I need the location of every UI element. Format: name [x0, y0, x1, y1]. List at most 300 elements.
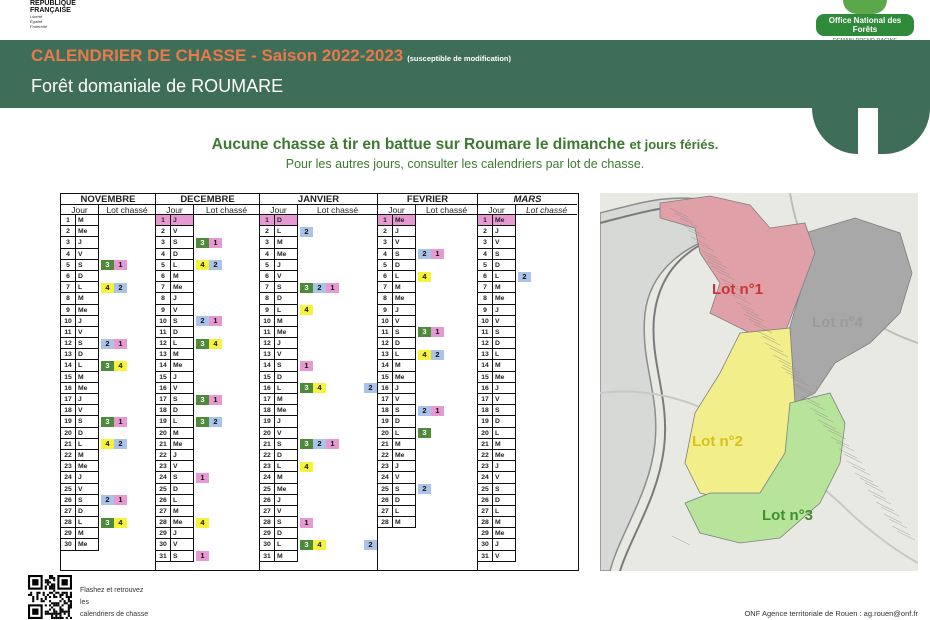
lot-badge: 1 — [431, 406, 444, 416]
day-letter: D — [493, 260, 516, 271]
qr-code[interactable] — [28, 575, 72, 619]
lot-cell — [516, 293, 577, 304]
day-row — [260, 327, 377, 338]
day-row — [61, 360, 155, 371]
qr-module — [32, 609, 38, 615]
day-number: 31 — [156, 551, 171, 562]
day-number: 2 — [478, 226, 493, 237]
day-row — [478, 461, 577, 472]
day-row — [260, 394, 377, 405]
qr-module — [53, 590, 55, 592]
qr-module — [62, 604, 64, 606]
qr-module — [59, 613, 61, 615]
day-row — [156, 349, 259, 360]
day-number: 3 — [378, 237, 393, 248]
day-letter: Me — [493, 293, 516, 304]
qr-module — [70, 592, 72, 594]
day-number: 19 — [378, 416, 393, 427]
day-number: 18 — [260, 405, 275, 416]
day-row — [61, 282, 155, 293]
day-letter: D — [171, 484, 194, 495]
day-number: 14 — [260, 360, 275, 371]
day-number: 28 — [156, 517, 171, 528]
lot-badge: 2 — [418, 249, 431, 259]
title-note: (susceptible de modification) — [407, 54, 511, 63]
day-row — [156, 439, 259, 450]
lot-cell — [416, 282, 477, 293]
day-row — [260, 461, 377, 472]
day-letter: J — [171, 372, 194, 383]
lot-header: Lot chassé — [316, 205, 359, 215]
day-row — [260, 271, 377, 282]
day-row — [378, 506, 477, 517]
lot-cell — [99, 327, 155, 338]
day-letter: L — [171, 416, 194, 427]
day-number: 6 — [260, 271, 275, 282]
lot-4-label: Lot n°4 — [812, 314, 863, 331]
day-row — [478, 539, 577, 550]
lot-badge: 2 — [101, 495, 114, 505]
day-number: 20 — [260, 428, 275, 439]
headline-light: et jours fériés. — [629, 137, 719, 152]
qr-module — [41, 598, 43, 600]
day-number: 22 — [156, 450, 171, 461]
day-row — [156, 428, 259, 439]
day-row — [61, 327, 155, 338]
qr-module — [51, 613, 53, 615]
lot-cell — [194, 405, 259, 416]
lot-cell — [99, 316, 155, 327]
day-number: 7 — [61, 282, 76, 293]
day-row — [260, 539, 377, 550]
day-letter: S — [171, 551, 194, 562]
lot-badge: 1 — [114, 417, 127, 427]
lot-cell — [194, 237, 259, 248]
lot-cell — [416, 495, 477, 506]
qr-module — [70, 600, 72, 602]
day-letter: Me — [393, 215, 416, 226]
lot-badge: 2 — [418, 406, 431, 416]
day-number: 26 — [478, 495, 493, 506]
lot-badge: 3 — [196, 238, 209, 248]
day-number: 25 — [61, 484, 76, 495]
qr-module — [47, 594, 49, 596]
day-letter: J — [493, 539, 516, 550]
qr-module — [59, 606, 61, 608]
day-row — [156, 450, 259, 461]
day-letter: L — [393, 506, 416, 517]
lot-cell — [516, 372, 577, 383]
lot-cell — [516, 517, 577, 528]
qr-module — [57, 604, 59, 606]
day-number: 14 — [478, 360, 493, 371]
day-row — [260, 472, 377, 483]
qr-module — [53, 611, 55, 613]
lot-cell — [416, 327, 477, 338]
day-letter: L — [393, 271, 416, 282]
day-number: 16 — [156, 383, 171, 394]
lot-badge: 3 — [101, 417, 114, 427]
day-number: 16 — [61, 383, 76, 394]
day-row — [260, 551, 377, 562]
lot-badge: 4 — [101, 283, 114, 293]
lot-cell — [298, 282, 377, 293]
day-number: 29 — [156, 528, 171, 539]
lot-cell — [516, 495, 577, 506]
lot-cell — [416, 461, 477, 472]
day-row — [378, 394, 477, 405]
flash-line-2: les — [80, 599, 89, 606]
day-number: 29 — [478, 528, 493, 539]
day-letter: L — [171, 338, 194, 349]
jour-header: Jour — [156, 205, 194, 214]
lot-cell — [416, 237, 477, 248]
day-letter: D — [393, 416, 416, 427]
day-letter: M — [493, 517, 516, 528]
qr-module — [53, 583, 55, 585]
qr-module — [53, 604, 55, 606]
lot-badge: 3 — [300, 540, 313, 550]
day-letter: M — [393, 439, 416, 450]
qr-module — [45, 579, 47, 581]
day-number: 14 — [61, 360, 76, 371]
day-row — [478, 305, 577, 316]
day-row — [478, 472, 577, 483]
day-letter: S — [76, 338, 99, 349]
day-letter: L — [393, 428, 416, 439]
day-letter: Me — [493, 215, 516, 226]
lot-cell — [298, 472, 377, 483]
day-letter: M — [76, 215, 99, 226]
lot-badge: 1 — [431, 327, 444, 337]
lot-cell — [194, 461, 259, 472]
lot-cell — [298, 260, 377, 271]
lot-badge: 2 — [300, 227, 313, 237]
qr-module — [53, 585, 55, 587]
qr-module — [53, 577, 55, 579]
day-row — [378, 517, 477, 528]
day-number: 6 — [156, 271, 171, 282]
day-row — [478, 394, 577, 405]
qr-module — [59, 609, 61, 611]
day-number: 16 — [378, 383, 393, 394]
lot-cell — [516, 237, 577, 248]
day-number: 9 — [478, 305, 493, 316]
lot-cell — [416, 506, 477, 517]
day-row — [156, 495, 259, 506]
day-letter: M — [275, 551, 298, 562]
qr-module — [70, 606, 72, 608]
qr-module — [47, 611, 49, 613]
qr-module — [55, 592, 57, 594]
lot-badge: 2 — [209, 260, 222, 270]
day-number: 16 — [478, 383, 493, 394]
month-column — [61, 194, 156, 570]
day-letter: D — [493, 495, 516, 506]
lot-cell — [194, 428, 259, 439]
qr-module — [70, 602, 72, 604]
day-number: 9 — [156, 305, 171, 316]
day-letter: S — [493, 249, 516, 260]
lot-cell — [416, 405, 477, 416]
day-number: 11 — [478, 327, 493, 338]
day-number: 4 — [156, 249, 171, 260]
lot-cell — [298, 551, 377, 562]
day-row — [156, 215, 259, 226]
qr-module — [66, 617, 68, 619]
lot-cell — [298, 271, 377, 282]
day-row — [478, 383, 577, 394]
qr-module — [68, 598, 70, 600]
day-letter: V — [171, 539, 194, 550]
lot-cell — [516, 316, 577, 327]
lot-cell — [194, 528, 259, 539]
qr-module — [45, 598, 47, 600]
qr-module — [55, 604, 57, 606]
day-letter: M — [171, 271, 194, 282]
day-number: 23 — [478, 461, 493, 472]
day-letter: S — [76, 495, 99, 506]
lot-cell — [416, 249, 477, 260]
lot-2-label: Lot n°2 — [692, 433, 743, 450]
lot-badge: 1 — [300, 518, 313, 528]
day-letter: Me — [171, 439, 194, 450]
lot-badge: 3 — [101, 361, 114, 371]
lot-cell — [194, 226, 259, 237]
lot-cell — [194, 517, 259, 528]
lot-badge: 3 — [418, 327, 431, 337]
lot-cell — [516, 551, 577, 562]
day-row — [61, 305, 155, 316]
lot-badge: 3 — [196, 339, 209, 349]
day-number: 6 — [378, 271, 393, 282]
month-column — [260, 194, 378, 570]
motto-3: Fraternité — [30, 24, 48, 29]
day-row — [378, 338, 477, 349]
qr-module — [47, 583, 49, 585]
lot-badge: 3 — [101, 518, 114, 528]
month-name: JANVIER — [260, 194, 377, 205]
day-letter: V — [393, 394, 416, 405]
day-letter: V — [76, 405, 99, 416]
day-row — [260, 305, 377, 316]
day-row — [378, 416, 477, 427]
qr-module — [51, 575, 53, 577]
day-number: 5 — [156, 260, 171, 271]
qr-module — [55, 611, 57, 613]
qr-module — [30, 592, 32, 594]
day-row — [61, 528, 155, 539]
lot-cell — [194, 416, 259, 427]
month-column — [378, 194, 478, 570]
lot-cell — [99, 271, 155, 282]
day-letter: V — [171, 305, 194, 316]
lot-badge: 4 — [101, 439, 114, 449]
day-number: 15 — [478, 372, 493, 383]
qr-module — [70, 604, 72, 606]
lot-cell — [416, 360, 477, 371]
qr-module — [66, 611, 68, 613]
day-number: 28 — [478, 517, 493, 528]
day-number: 3 — [61, 237, 76, 248]
lot-badge: 3 — [196, 417, 209, 427]
lot-badge: 2 — [364, 540, 377, 550]
day-number: 22 — [61, 450, 76, 461]
qr-module — [53, 613, 55, 615]
qr-module — [55, 602, 57, 604]
day-letter: M — [275, 394, 298, 405]
day-number: 18 — [156, 405, 171, 416]
day-letter: V — [393, 472, 416, 483]
qr-module — [62, 594, 64, 596]
day-row — [260, 528, 377, 539]
month-name: MARS — [478, 194, 577, 205]
lot-badge: 1 — [196, 551, 209, 561]
day-row — [156, 327, 259, 338]
day-letter: V — [275, 506, 298, 517]
lot-cell — [298, 305, 377, 316]
qr-module — [53, 617, 55, 619]
day-letter: L — [275, 383, 298, 394]
month-name: NOVEMBRE — [61, 194, 155, 205]
lot-cell — [516, 472, 577, 483]
day-row — [378, 461, 477, 472]
lot-cell — [194, 260, 259, 271]
day-letter: Me — [393, 450, 416, 461]
day-letter: M — [493, 282, 516, 293]
lot-cell — [99, 338, 155, 349]
day-letter: S — [171, 237, 194, 248]
lot-cell — [298, 416, 377, 427]
qr-module — [64, 592, 66, 594]
qr-module — [62, 611, 64, 613]
lot-cell — [194, 249, 259, 260]
lot-badge: 1 — [114, 495, 127, 505]
day-number: 3 — [260, 237, 275, 248]
lot-header: Lot chassé — [425, 205, 468, 215]
day-row — [156, 372, 259, 383]
qr-module — [66, 602, 68, 604]
day-row — [378, 226, 477, 237]
lot-cell — [298, 439, 377, 450]
day-letter: S — [275, 360, 298, 371]
lot-cell — [516, 394, 577, 405]
calendar-title-text: CALENDRIER DE CHASSE - Saison 2022-2023 — [31, 46, 404, 65]
lot-cell — [516, 271, 577, 282]
day-letter: Me — [275, 327, 298, 338]
lot-cell — [99, 517, 155, 528]
lot-badge: 3 — [418, 428, 431, 438]
day-number: 4 — [378, 249, 393, 260]
day-row — [378, 305, 477, 316]
lot-cell — [194, 484, 259, 495]
qr-module — [43, 600, 45, 602]
day-row — [61, 484, 155, 495]
day-number: 19 — [156, 416, 171, 427]
day-letter: V — [493, 394, 516, 405]
lot-cell — [416, 215, 477, 226]
day-letter: S — [493, 484, 516, 495]
day-letter: V — [76, 249, 99, 260]
day-row — [260, 383, 377, 394]
day-number: 6 — [478, 271, 493, 282]
lot-badge: 2 — [313, 439, 326, 449]
qr-module — [45, 581, 47, 583]
qr-module — [68, 613, 70, 615]
lot-cell — [194, 383, 259, 394]
day-row — [478, 260, 577, 271]
day-letter: D — [76, 428, 99, 439]
qr-module — [47, 579, 49, 581]
day-letter: S — [76, 260, 99, 271]
lot-cell — [99, 215, 155, 226]
lot-badge: 4 — [196, 260, 209, 270]
day-letter: Me — [76, 305, 99, 316]
day-letter: J — [393, 305, 416, 316]
day-number: 23 — [378, 461, 393, 472]
day-letter: V — [275, 349, 298, 360]
qr-module — [53, 596, 55, 598]
lot-cell — [99, 293, 155, 304]
day-letter: J — [76, 472, 99, 483]
day-row — [260, 484, 377, 495]
day-letter: L — [493, 428, 516, 439]
day-number: 25 — [156, 484, 171, 495]
day-number: 13 — [61, 349, 76, 360]
lot-cell — [99, 360, 155, 371]
day-number: 11 — [61, 327, 76, 338]
day-number: 13 — [478, 349, 493, 360]
qr-module — [47, 581, 49, 583]
lot-cell — [99, 349, 155, 360]
day-number: 12 — [478, 338, 493, 349]
day-row — [61, 517, 155, 528]
day-number: 30 — [61, 539, 76, 550]
day-row — [156, 226, 259, 237]
day-letter: L — [493, 349, 516, 360]
qr-module — [51, 617, 53, 619]
lot-badge: 4 — [209, 339, 222, 349]
day-row — [378, 405, 477, 416]
day-letter: L — [76, 282, 99, 293]
day-letter: V — [393, 316, 416, 327]
day-number: 10 — [378, 316, 393, 327]
day-rows — [478, 215, 577, 570]
day-letter: Me — [171, 282, 194, 293]
lot-badge: 2 — [418, 484, 431, 494]
lot-cell — [298, 237, 377, 248]
day-row — [260, 293, 377, 304]
day-letter: J — [171, 450, 194, 461]
day-number: 26 — [156, 495, 171, 506]
day-letter: Me — [76, 461, 99, 472]
day-row — [156, 405, 259, 416]
day-letter: M — [76, 293, 99, 304]
qr-module — [49, 592, 51, 594]
day-letter: Me — [393, 293, 416, 304]
qr-module — [51, 592, 53, 594]
day-letter: J — [275, 495, 298, 506]
day-row — [478, 293, 577, 304]
day-letter: D — [275, 372, 298, 383]
lot-cell — [516, 226, 577, 237]
lot-badge: 2 — [196, 316, 209, 326]
qr-module — [53, 594, 55, 596]
day-letter: V — [171, 461, 194, 472]
flash-text — [80, 585, 148, 620]
day-letter: D — [76, 271, 99, 282]
day-row — [378, 237, 477, 248]
